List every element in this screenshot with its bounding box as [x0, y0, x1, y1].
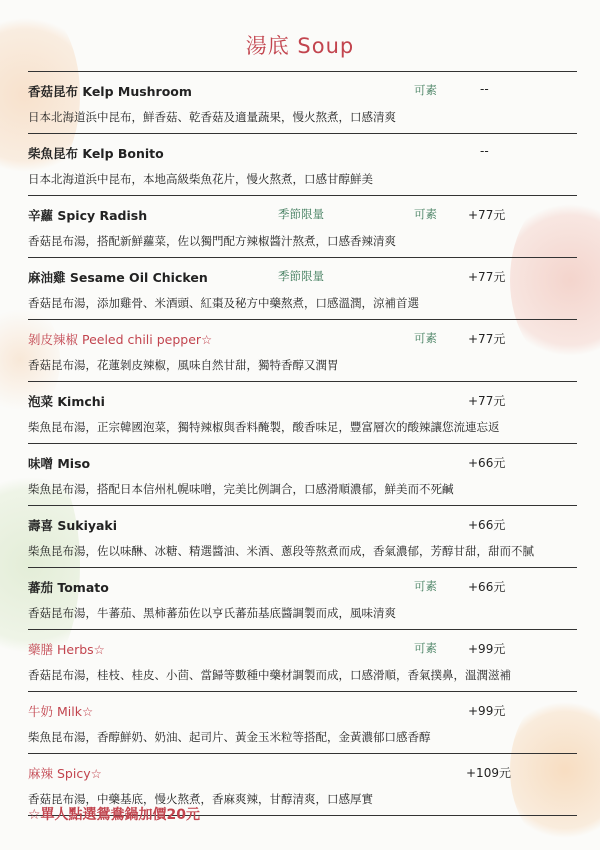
- item-name: 麻辣 Spicy☆: [28, 766, 102, 781]
- menu-item-spicy-radish: [28, 195, 577, 257]
- item-price: +66元: [468, 456, 506, 470]
- vegetarian-tag: 可素: [414, 331, 437, 345]
- item-name: 辛蘿 Spicy Radish: [28, 208, 148, 223]
- item-description: 香菇昆布湯，搭配新鮮蘿菜，佐以獨門配方辣椒醬汁熬煮，口感香辣清爽: [28, 234, 396, 248]
- menu-item-kelp-mushroom: [28, 71, 577, 133]
- menu-item-kelp-bonito: [28, 133, 577, 195]
- item-price: +66元: [468, 518, 506, 532]
- vegetarian-tag: 可素: [414, 641, 437, 655]
- menu-item-miso: [28, 443, 577, 505]
- item-price: +77元: [468, 208, 506, 222]
- item-description: 香菇昆布湯，添加雞骨、米酒頭、紅棗及秘方中藥熬煮，口感溫潤，涼補首選: [28, 296, 419, 310]
- item-price: +99元: [468, 642, 506, 656]
- item-name: 藥膳 Herbs☆: [28, 642, 105, 657]
- vegetarian-tag: 可素: [414, 579, 437, 593]
- vegetarian-tag: 可素: [414, 83, 437, 97]
- seasonal-limited-tag: 季節限量: [278, 269, 324, 283]
- page-title: 湯底 Soup: [245, 34, 355, 58]
- item-description: 香菇昆布湯，花蓮剝皮辣椒，風味自然甘甜，獨特香醇又潤胃: [28, 358, 339, 372]
- vegetarian-tag: 可素: [414, 207, 437, 221]
- menu-item-tomato: [28, 567, 577, 629]
- menu-item-sukiyaki: [28, 505, 577, 567]
- item-name: 泡菜 Kimchi: [28, 394, 105, 409]
- menu-item-herbs: [28, 629, 577, 691]
- item-description: 柴魚昆布湯，搭配日本信州札幌味噌，完美比例調合，口感滑順濃郁，鮮美而不死鹹: [28, 482, 454, 496]
- item-description: 香菇昆布湯，中藥基底，慢火熬煮，香麻爽辣，甘醇清爽，口感厚實: [28, 792, 373, 806]
- menu-item-milk: [28, 691, 577, 753]
- item-description: 香菇昆布湯，桂枝、桂皮、小茴、當歸等數種中藥材調製而成，口感滑順，香氣撲鼻，溫潤滋補: [28, 668, 511, 682]
- item-name: 麻油雞 Sesame Oil Chicken: [28, 270, 208, 285]
- item-description: 柴魚昆布湯，正宗韓國泡菜，獨特辣椒與香料醃製，酸香味足，豐富層次的酸辣讓您流連忘返: [28, 420, 500, 434]
- item-price: +66元: [468, 580, 506, 594]
- item-price: +77元: [468, 270, 506, 284]
- item-description: 日本北海道浜中昆布，鮮香菇、乾香菇及適量蔬果，慢火熬煮，口感清爽: [28, 110, 396, 124]
- item-price: --: [480, 82, 489, 96]
- item-name: 壽喜 Sukiyaki: [28, 518, 118, 533]
- menu-item-peeled-chili-pepper: [28, 319, 577, 381]
- seasonal-limited-tag: 季節限量: [278, 207, 324, 221]
- item-price: +77元: [468, 332, 506, 346]
- item-price: +99元: [468, 704, 506, 718]
- item-name: 香菇昆布 Kelp Mushroom: [28, 84, 192, 99]
- soup-menu-list: [28, 71, 577, 816]
- item-name: 柴魚昆布 Kelp Bonito: [28, 146, 164, 161]
- item-description: 香菇昆布湯，牛蕃茄、黑柿蕃茄佐以亨氏蕃茄基底醬調製而成，風味清爽: [28, 606, 396, 620]
- footer-note: ☆單人點選鴛鴦鍋加價20元: [28, 807, 201, 823]
- menu-item-sesame-oil-chicken: [28, 257, 577, 319]
- item-name: 牛奶 Milk☆: [28, 704, 94, 719]
- item-price: +77元: [468, 394, 506, 408]
- item-name: 味噌 Miso: [28, 456, 91, 471]
- menu-item-kimchi: [28, 381, 577, 443]
- item-description: 柴魚昆布湯，佐以味醂、冰糖、精選醬油、米酒、蔥段等熬煮而成，香氣濃郁，芳醇甘甜，甜而不膩: [28, 544, 534, 558]
- item-description: 柴魚昆布湯，香醇鮮奶、奶油、起司片、黃金玉米粒等搭配，金黃濃郁口感香醇: [28, 730, 431, 744]
- item-price: +109元: [466, 766, 511, 780]
- item-price: --: [480, 144, 489, 158]
- item-name: 蕃茄 Tomato: [28, 580, 109, 595]
- item-name: 剝皮辣椒 Peeled chili pepper☆: [28, 332, 213, 347]
- item-description: 日本北海道浜中昆布，本地高級柴魚花片，慢火熬煮，口感甘醇鮮美: [28, 172, 373, 186]
